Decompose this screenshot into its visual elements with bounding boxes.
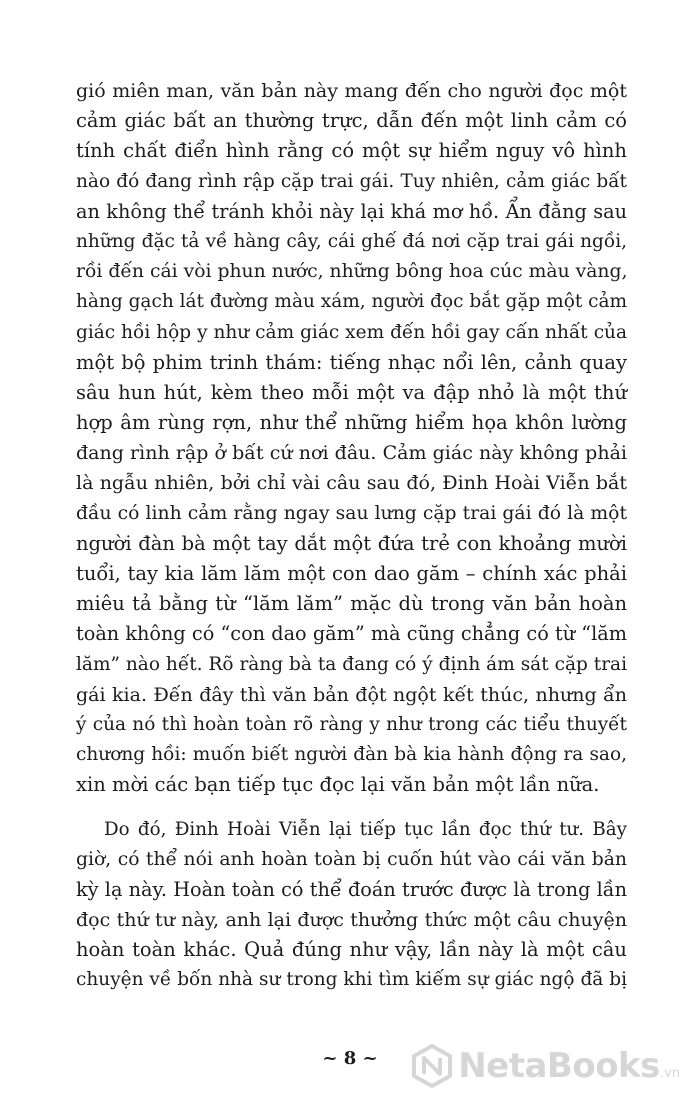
watermark-suffix: .vn bbox=[659, 1066, 680, 1081]
text-line: hàng gạch lát đường màu xám, người đọc bắt gặp một cảm bbox=[76, 291, 628, 313]
text-line: giờ, có thể nói anh hoàn toàn bị cuốn hút vào cái văn bản bbox=[76, 848, 627, 870]
text-line: lăm” nào hết. Rõ ràng bà ta đang có ý định ám sát cặp trai bbox=[76, 653, 627, 675]
text-line: an không thể tránh khỏi này lại khá mơ hồ. Ẩn đằng sau bbox=[76, 199, 627, 223]
paragraph-1 bbox=[76, 76, 627, 801]
text-line: chuyện về bốn nhà sư trong khi tìm kiếm sự giác ngộ đã bị bbox=[76, 969, 627, 991]
netabooks-watermark bbox=[410, 1044, 680, 1088]
text-line: giác hồi hộp y như cảm giác xem đến hồi gay cấn nhất của bbox=[76, 321, 627, 343]
text-line: tính chất điển hình rằng có một sự hiểm nguy vô hình bbox=[76, 139, 627, 163]
text-line: Do đó, Đinh Hoài Viễn lại tiếp tục lần đọc thứ tư. Bây bbox=[104, 818, 627, 840]
text-line: hoàn toàn khác. Quả đúng như vậy, lần này là một câu bbox=[76, 938, 627, 962]
text-line: là ngẫu nhiên, bởi chỉ vài câu sau đó, Đinh Hoài Viễn bắt bbox=[76, 472, 627, 495]
text-line: đọc thứ tư này, anh lại được thưởng thức một câu chuyện bbox=[76, 909, 627, 932]
watermark-brand: NetaBooks bbox=[458, 1046, 660, 1086]
page-body-text bbox=[76, 76, 627, 996]
text-line: rồi đến cái vòi phun nước, những bông hoa cúc màu vàng, bbox=[76, 261, 628, 283]
text-line: chương hồi: muốn biết người đàn bà kia hành động ra sao, bbox=[76, 744, 627, 766]
text-line: người đàn bà một tay dắt một đứa trẻ con khoảng mười bbox=[76, 531, 627, 555]
text-line: những đặc tả về hàng cây, cái ghế đá nơi cặp trai gái ngồi, bbox=[76, 230, 627, 252]
text-line: hợp âm rùng rợn, như thể những hiểm họa khôn lường bbox=[76, 411, 627, 435]
neta-logo-icon bbox=[410, 1044, 454, 1088]
text-line: sâu hun hút, kèm theo mỗi một va đập nhỏ là một thứ bbox=[76, 380, 627, 404]
text-line: kỳ lạ này. Hoàn toàn có thể đoán trước được là trong lần bbox=[76, 877, 627, 901]
paragraph-2 bbox=[76, 815, 627, 996]
text-line: đầu có linh cảm rằng ngay sau lưng cặp trai gái đó là một bbox=[76, 502, 627, 524]
text-line: miêu tả bằng từ “lăm lăm” mặc dù trong văn bản hoàn bbox=[76, 592, 627, 616]
text-line: gái kia. Đến đây thì văn bản đột ngột kết thúc, nhưng ẩn bbox=[76, 683, 627, 706]
text-line: đang rình rập ở bất cứ nơi đâu. Cảm giác này không phải bbox=[76, 442, 627, 465]
text-line: một bộ phim trinh thám: tiếng nhạc nổi lên, cảnh quay bbox=[76, 350, 627, 374]
page-number: ~ 8 ~ bbox=[322, 1048, 378, 1069]
text-line: xin mời các bạn tiếp tục đọc lại văn bản một lần nữa. bbox=[76, 773, 600, 797]
text-line: toàn không có “con dao găm” mà cũng chẳng có từ “lăm bbox=[76, 622, 627, 646]
text-line: ý của nó thì hoàn toàn rõ ràng y như trong các tiểu thuyết bbox=[76, 713, 627, 735]
text-line: gió miên man, văn bản này mang đến cho người đọc một bbox=[76, 80, 627, 102]
text-line: cảm giác bất an thường trực, dẫn đến một linh cảm có bbox=[76, 109, 627, 133]
text-line: nào đó đang rình rập cặp trai gái. Tuy nhiên, cảm giác bất bbox=[76, 170, 627, 192]
text-line: tuổi, tay kia lăm lăm một con dao găm – chính xác phải bbox=[76, 562, 627, 585]
